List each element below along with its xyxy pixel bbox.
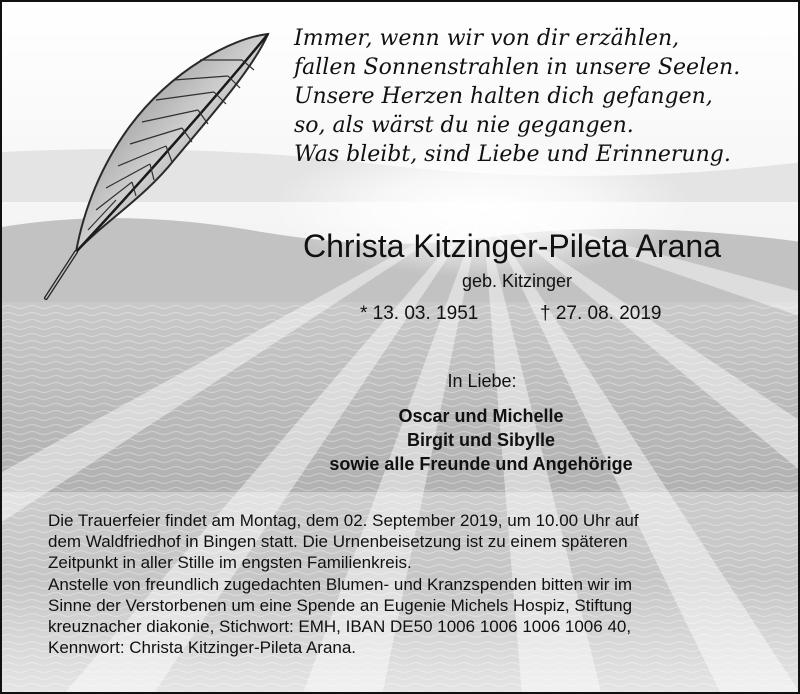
memorial-poem	[294, 24, 784, 169]
notice-line: Anstelle von freundlich zugedachten Blumen- und Kranzspenden bitten wir im	[48, 574, 633, 594]
death-date: † 27. 08. 2019	[540, 303, 662, 324]
notice-line: Zeitpunkt in aller Stille im engsten Familienkreis.	[48, 553, 412, 573]
notice-line: kreuznacher diakonie, Stichwort: EMH, IBAN DE50 1006 1006 1006 1006 40,	[48, 617, 632, 637]
poem-line: so, als wärst du nie gegangen.	[294, 113, 634, 138]
deceased-name: Christa Kitzinger-Pileta Arana	[303, 228, 721, 264]
poem-line: Was bleibt, sind Liebe und Erinnerung.	[294, 142, 731, 167]
birth-date: * 13. 03. 1951	[360, 303, 479, 324]
mourners-list	[231, 404, 731, 476]
mourner-name: Birgit und Sibylle	[406, 430, 555, 450]
maiden-name: geb. Kitzinger	[461, 271, 573, 291]
notice-line: Kennwort: Christa Kitzinger-Pileta Arana.	[48, 638, 357, 658]
notice-line: Sinne der Verstorbenen um eine Spende an Eugenie Michels Hospiz, Stiftung	[48, 595, 633, 615]
notice-line: dem Waldfriedhof in Bingen statt. Die Urnenbeisetzung ist zu einem späteren	[48, 532, 628, 552]
funeral-notice	[48, 510, 768, 658]
poem-line: Immer, wenn wir von dir erzählen,	[294, 26, 680, 51]
mourner-name: Oscar und Michelle	[398, 406, 564, 426]
poem-line: fallen Sonnenstrahlen in unsere Seelen.	[294, 55, 741, 80]
mourners-intro: In Liebe:	[447, 371, 517, 391]
notice-line: Die Trauerfeier findet am Montag, dem 02. September 2019, um 10.00 Uhr auf	[48, 511, 639, 530]
poem-line: Unsere Herzen halten dich gefangen,	[294, 84, 713, 109]
mourner-name: sowie alle Freunde und Angehörige	[329, 454, 633, 474]
